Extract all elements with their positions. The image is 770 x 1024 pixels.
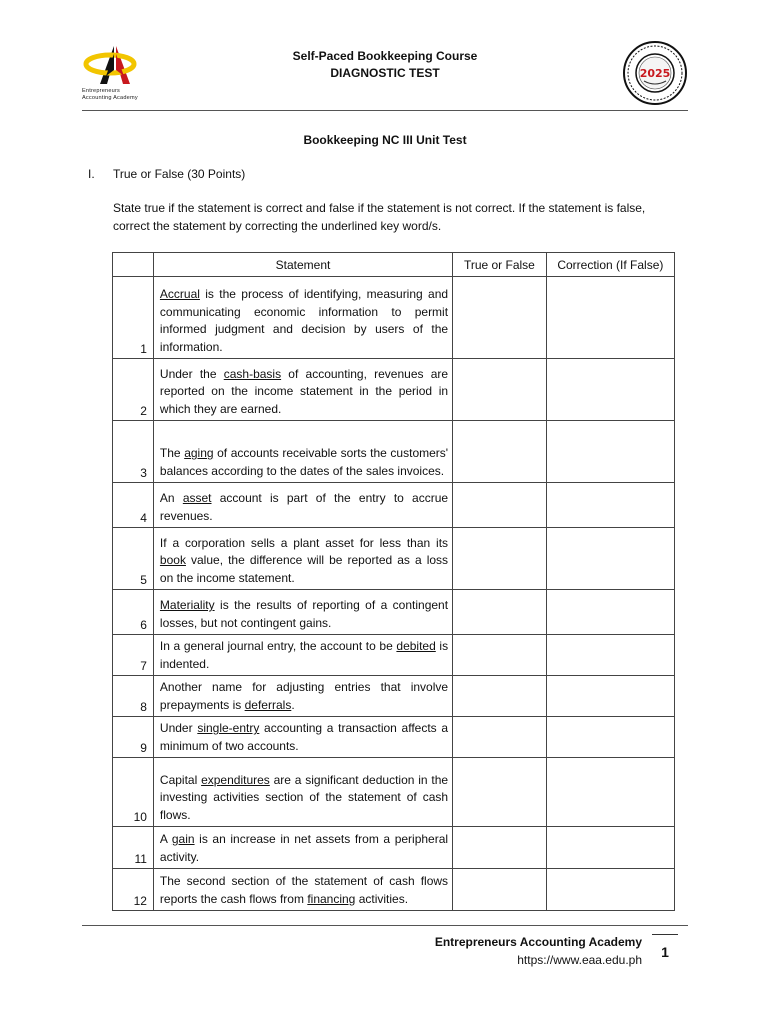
underlined-key-word: gain xyxy=(171,832,195,847)
question-statement xyxy=(153,676,452,717)
true-false-answer-cell[interactable] xyxy=(453,676,547,717)
question-statement xyxy=(153,758,452,827)
table-row xyxy=(113,359,675,421)
correction-answer-cell[interactable] xyxy=(546,421,674,483)
question-statement xyxy=(153,590,452,635)
table-row xyxy=(113,590,675,635)
question-number: 9 xyxy=(113,717,154,758)
footer-url: https://www.eaa.edu.ph xyxy=(517,953,642,967)
question-rows xyxy=(113,277,675,911)
header-correction: Correction (If False) xyxy=(546,253,674,277)
statement-text-after: are a significant deduction in the investing activities section of the statement of cash flows. xyxy=(159,772,449,822)
table-row xyxy=(113,869,675,911)
question-statement xyxy=(153,869,452,911)
question-table xyxy=(112,252,675,911)
underlined-key-word: asset xyxy=(182,491,212,506)
seal-icon xyxy=(622,40,688,106)
footer-organization: Entrepreneurs Accounting Academy xyxy=(434,935,642,949)
underlined-key-word: Materiality xyxy=(159,598,215,613)
correction-answer-cell[interactable] xyxy=(546,758,674,827)
correction-answer-cell[interactable] xyxy=(546,635,674,676)
true-false-answer-cell[interactable] xyxy=(453,359,547,421)
statement-text-after: is the process of identifying, measuring and communicating economic information to permit informed judgment and decision by users of the information. xyxy=(159,287,449,354)
correction-answer-cell[interactable] xyxy=(546,676,674,717)
underlined-key-word: debited xyxy=(396,639,436,654)
header-number xyxy=(113,253,154,277)
statement-text-after: of accounts receivable sorts the customers' balances according to the dates of the sales invoices. xyxy=(159,446,449,478)
statement-text-before: If a corporation sells a plant asset for less than its xyxy=(159,535,449,550)
statement-text-before: An xyxy=(159,491,183,506)
statement-text-after: is the results of reporting of a contingent losses, but not contingent gains. xyxy=(159,598,449,630)
question-statement xyxy=(153,717,452,758)
section-number: I. xyxy=(88,167,95,181)
statement-text-before: Capital xyxy=(159,772,202,787)
question-statement xyxy=(153,528,452,590)
test-name: DIAGNOSTIC TEST xyxy=(330,66,440,80)
correction-answer-cell[interactable] xyxy=(546,590,674,635)
true-false-answer-cell[interactable] xyxy=(453,717,547,758)
correction-answer-cell[interactable] xyxy=(546,827,674,869)
true-false-answer-cell[interactable] xyxy=(453,277,547,359)
true-false-answer-cell[interactable] xyxy=(453,590,547,635)
correction-answer-cell[interactable] xyxy=(546,869,674,911)
table-header-row xyxy=(113,253,675,277)
logo-text-line2: Accounting Academy xyxy=(82,95,138,101)
document-title: Bookkeeping NC III Unit Test xyxy=(303,133,467,147)
question-number: 2 xyxy=(113,359,154,421)
question-number: 7 xyxy=(113,635,154,676)
true-false-answer-cell[interactable] xyxy=(453,869,547,911)
statement-text-before: Under the xyxy=(159,366,224,381)
true-false-answer-cell[interactable] xyxy=(453,635,547,676)
header-divider xyxy=(82,110,688,111)
correction-answer-cell[interactable] xyxy=(546,483,674,528)
underlined-key-word: expenditures xyxy=(201,772,270,787)
statement-text-before: Another name for adjusting entries that involve prepayments is xyxy=(159,680,449,712)
underlined-key-word: aging xyxy=(184,446,214,461)
statement-text-after: value, the difference will be reported as a loss on the income statement. xyxy=(159,553,449,585)
page-number: 1 xyxy=(661,944,669,960)
section-heading xyxy=(88,167,245,181)
true-false-answer-cell[interactable] xyxy=(453,483,547,528)
table-row xyxy=(113,277,675,359)
true-false-answer-cell[interactable] xyxy=(453,758,547,827)
question-number: 12 xyxy=(113,869,154,911)
statement-text-after: is indented. xyxy=(159,639,449,671)
footer-divider xyxy=(82,925,688,926)
question-statement xyxy=(153,421,452,483)
correction-answer-cell[interactable] xyxy=(546,359,674,421)
header-true-false: True or False xyxy=(453,253,547,277)
table-row xyxy=(113,827,675,869)
section-title: True or False (30 Points) xyxy=(113,167,246,181)
statement-text-after: is an increase in net assets from a peripheral activity. xyxy=(159,832,449,864)
table-row xyxy=(113,676,675,717)
question-statement xyxy=(153,359,452,421)
seal-text: 2025 xyxy=(639,67,671,80)
instructions: State true if the statement is correct and false if the statement is not correct. If the statement is false, correct the statement by correcting the underlined key word/s. xyxy=(113,201,646,233)
statement-text-before: Under xyxy=(159,721,198,736)
question-number: 3 xyxy=(113,421,154,483)
question-number: 8 xyxy=(113,676,154,717)
true-false-answer-cell[interactable] xyxy=(453,421,547,483)
statement-text-after: accounting a transaction affects a minimum of two accounts. xyxy=(159,721,449,753)
header-statement: Statement xyxy=(153,253,452,277)
statement-text-before: The second section of the statement of cash flows reports the cash flows from xyxy=(159,874,449,906)
question-number: 10 xyxy=(113,758,154,827)
table-row xyxy=(113,758,675,827)
statement-text-before: The xyxy=(159,446,185,461)
table-row xyxy=(113,483,675,528)
question-number: 6 xyxy=(113,590,154,635)
statement-text-after: activities. xyxy=(355,891,409,906)
question-statement xyxy=(153,483,452,528)
underlined-key-word: book xyxy=(159,553,186,568)
question-number: 11 xyxy=(113,827,154,869)
question-statement xyxy=(153,277,452,359)
course-title: Self-Paced Bookkeeping Course xyxy=(292,49,478,63)
underlined-key-word: financing xyxy=(307,891,356,906)
question-number: 1 xyxy=(113,277,154,359)
table-row xyxy=(113,717,675,758)
correction-answer-cell[interactable] xyxy=(546,528,674,590)
underlined-key-word: single-entry xyxy=(197,721,260,736)
table-row xyxy=(113,528,675,590)
logo-text-line1: Entrepreneurs xyxy=(82,88,121,94)
statement-text-after: account is part of the entry to accrue revenues. xyxy=(159,491,449,523)
underlined-key-word: cash-basis xyxy=(223,366,282,381)
underlined-key-word: deferrals xyxy=(244,697,292,712)
underlined-key-word: Accrual xyxy=(159,287,200,302)
question-statement xyxy=(153,827,452,869)
question-number: 4 xyxy=(113,483,154,528)
true-false-answer-cell[interactable] xyxy=(453,827,547,869)
correction-answer-cell[interactable] xyxy=(546,717,674,758)
statement-text-after: . xyxy=(291,697,295,712)
question-statement xyxy=(153,635,452,676)
table-row xyxy=(113,635,675,676)
table-row xyxy=(113,421,675,483)
statement-text-after: of accounting, revenues are reported on the income statement in the period in which they are earned. xyxy=(159,366,449,416)
statement-text-before: In a general journal entry, the account to be xyxy=(159,639,397,654)
statement-text-before: A xyxy=(159,832,172,847)
page-number-rule xyxy=(652,934,678,935)
question-number: 5 xyxy=(113,528,154,590)
correction-answer-cell[interactable] xyxy=(546,277,674,359)
true-false-answer-cell[interactable] xyxy=(453,528,547,590)
